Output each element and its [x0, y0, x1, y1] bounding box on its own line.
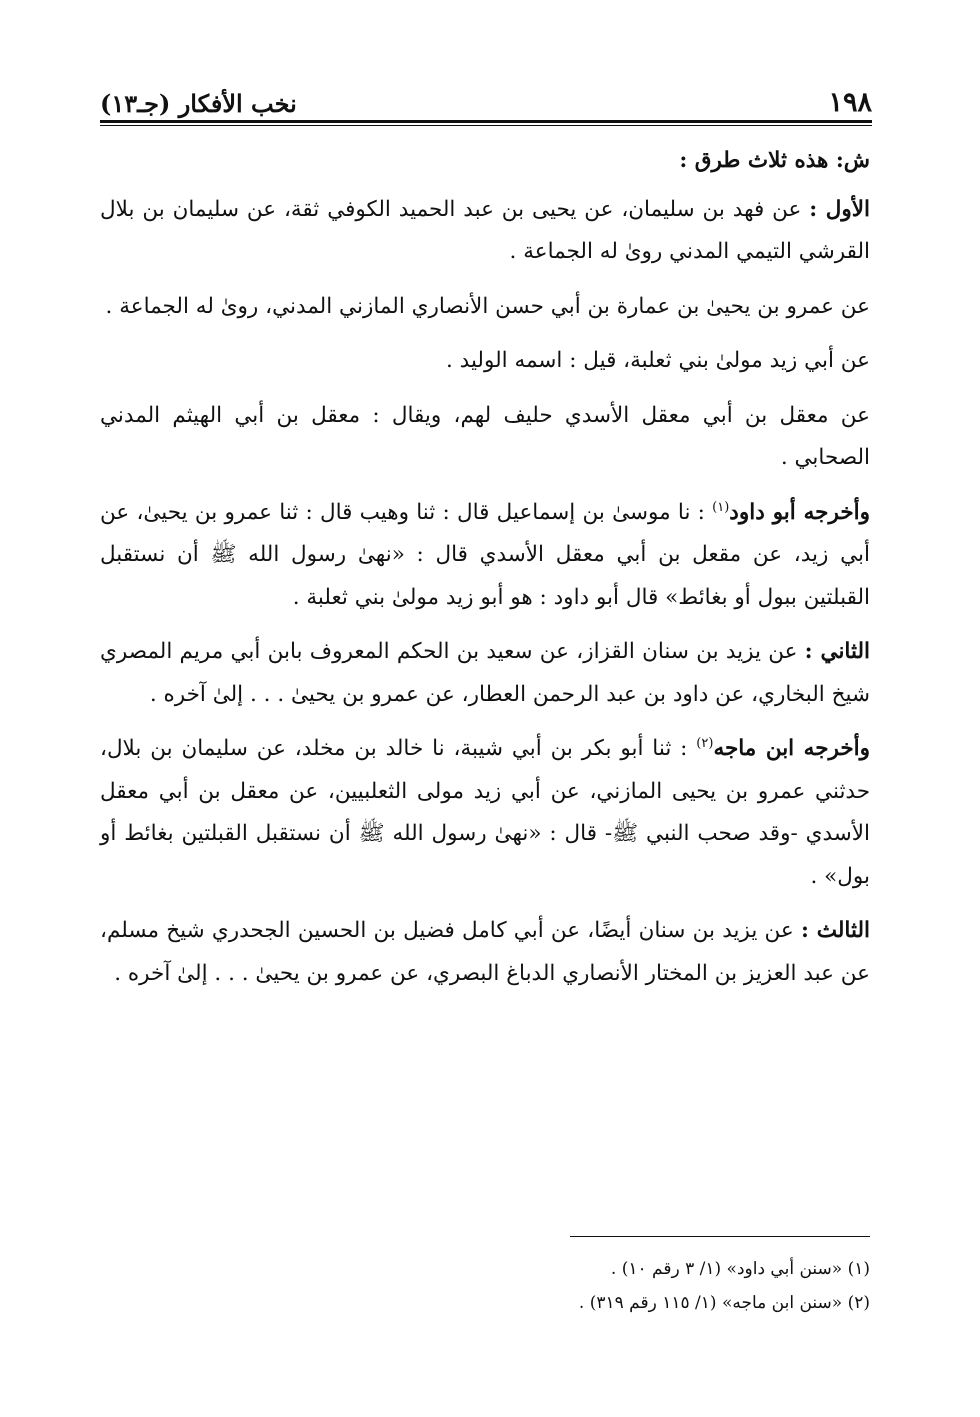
intro-heading: ش: هذه ثلاث طرق : — [679, 148, 870, 173]
paragraph-ibnmajah — [100, 728, 870, 898]
running-header — [100, 70, 872, 118]
paragraph-abu-zaid: عن أبي زيد مولىٰ بني ثعلبة، قيل : اسمه الوليد . — [445, 348, 870, 373]
second-label: الثاني : — [804, 639, 870, 664]
paragraph-amr: عن عمرو بن يحيىٰ بن عمارة بن أبي حسن الأنصاري المازني المدني، روىٰ له الجماعة . — [105, 293, 870, 319]
ibnmajah-text: : ثنا أبو بكر بن أبي شيبة، نا خالد بن مخلد، عن سليمان بن بلال، حدثني عمرو بن يحيى المازني، عن أبي زيد مولى الثعلبيين، عن معقل بن أبي معقل الأسدي -وقد صحب النبي ﷺ- قال : «نهىٰ رسول الله ﷺ أن نستقبل القبلتين بغائط أو بول» . — [100, 736, 870, 889]
footnote-rule — [570, 1236, 870, 1237]
footnote-1: (١) «سنن أبي داود» (١/ ٣ رقم ١٠) . — [610, 1259, 870, 1279]
paragraph-first-chain — [100, 189, 870, 274]
book-title: نخب الأفكار (جـ١٣) — [100, 89, 297, 118]
first-label: الأول : — [809, 196, 870, 222]
abudawud-label: وأخرجه أبو داود — [729, 499, 870, 525]
paragraph-abudawud — [100, 492, 870, 620]
footnotes — [100, 1252, 870, 1320]
page-number: ١٩٨ — [828, 87, 872, 118]
header-rule-thin — [100, 125, 872, 126]
ibnmajah-label: وأخرجه ابن ماجه — [713, 736, 870, 761]
second-text: عن يزيد بن سنان القزاز، عن سعيد بن الحكم المعروف بابن أبي مريم المصري شيخ البخاري، عن داود بن عبد الرحمن العطار، عن عمرو بن يحيىٰ . . . إلىٰ آخره . — [100, 639, 870, 707]
third-text: عن يزيد بن سنان أيضًا، عن أبي كامل فضيل بن الحسين الجحدري شيخ مسلم، عن عبد العزيز بن المختار الأنصاري الدباغ البصري، عن عمرو بن يحيىٰ . . . إلىٰ آخره . — [100, 918, 870, 986]
paragraph-maqil: عن معقل بن أبي معقل الأسدي حليف لهم، ويقال : معقل بن أبي الهيثم المدني الصحابي . — [100, 402, 870, 470]
footnote-marker-2[interactable]: (٢) — [696, 735, 714, 751]
footnote-marker-1[interactable]: (١) — [712, 499, 730, 515]
paragraph-third-chain — [100, 910, 870, 995]
paragraph-second-chain — [100, 631, 870, 716]
header-rule — [100, 120, 872, 123]
footnote-2: (٢) «سنن ابن ماجه» (١/ ١١٥ رقم ٣١٩) . — [578, 1293, 870, 1313]
first-text: عن فهد بن سليمان، عن يحيى بن عبد الحميد الكوفي ثقة، عن سليمان بن بلال القرشي التيمي المدني روىٰ له الجماعة . — [100, 196, 870, 264]
main-text — [100, 140, 870, 1007]
abudawud-text: : نا موسىٰ بن إسماعيل قال : ثنا وهيب قال : ثنا عمرو بن يحيىٰ، عن أبي زيد، عن مقعل بن أبي معقل الأسدي قال : «نهىٰ رسول الله ﷺ أن نستقبل القبلتين ببول أو بغائط» قال أبو داود : هو أبو زيد مولىٰ بني ثعلبة . — [100, 499, 870, 610]
third-label: الثالث : — [800, 918, 870, 943]
